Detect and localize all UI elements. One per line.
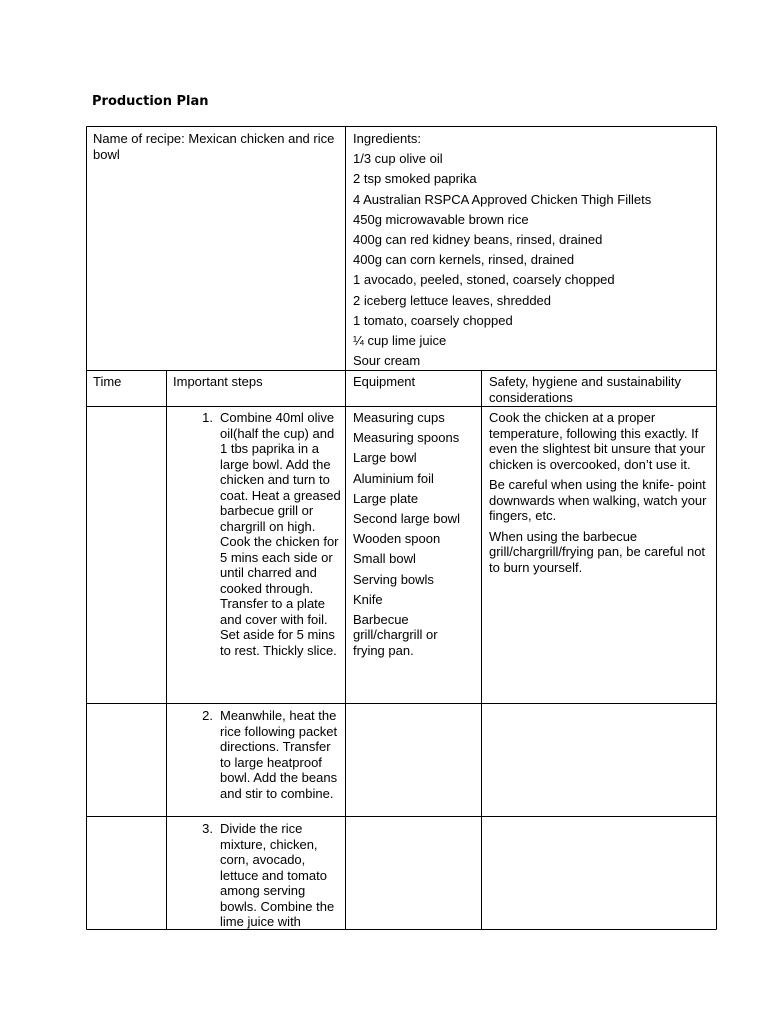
step-number: 1. [202,410,213,425]
equipment-cell [353,410,478,663]
header-safety: Safety, hygiene and sustainability considerations [489,374,681,405]
ingredients-cell [353,131,713,373]
ingredient-item: 2 tsp smoked paprika [353,171,477,187]
safety-note: Cook the chicken at a proper temperature, following this exactly. If even the slightest bit unsure that your chicken is overcooked, don’t use it. [489,410,706,472]
safety-note: Be careful when using the knife- point downwards when walking, watch your fingers, etc. [489,477,707,523]
recipe-name: Name of recipe: Mexican chicken and rice bowl [93,131,335,162]
step-number: 3. [202,821,213,836]
equipment-item: Aluminium foil [353,470,434,486]
safety-note: When using the barbecue grill/chargrill/frying pan, be careful not to burn yourself. [489,528,706,575]
header-time: Time [93,374,122,389]
equipment-item: Second large bowl [353,510,460,526]
step-number: 2. [202,708,213,723]
equipment-item: Large bowl [353,450,417,466]
step-text: Combine 40ml olive oil(half the cup) and 1 tbs paprika in a large bowl. Add the chicken and turn to coat. Heat a greased barbecue grill or chargrill on high. Cook the chicken for 5 mins each side or until charred and cooked through. Transfer to a plate and cover with foil. Set aside for 5 mins to rest. Thickly slice. [220,410,341,658]
ingredient-item: 400g can corn kernels, rinsed, drained [353,252,575,268]
ingredient-item: 2 iceberg lettuce leaves, shredded [353,292,552,308]
equipment-item: Measuring cups [353,410,445,425]
ingredient-item: 450g microwavable brown rice [353,211,529,227]
ingredient-item: 4 Australian RSPCA Approved Chicken Thigh Fillets [353,191,652,207]
equipment-item: Small bowl [353,551,416,567]
ingredient-item: ¼ cup lime juice [353,332,447,348]
header-equipment: Equipment [353,374,416,389]
step-text: Meanwhile, heat the rice following packet directions. Transfer to large heatproof bowl. Add the beans and stir to combine. [220,708,338,801]
equipment-item: Wooden spoon [353,531,441,547]
ingredient-item: 1 avocado, peeled, stoned, coarsely chopped [353,272,615,288]
equipment-item: Large plate [353,490,419,506]
page-title: Production Plan [92,94,209,109]
ingredients-heading: Ingredients: [353,131,421,146]
equipment-item: Measuring spoons [353,430,460,446]
equipment-item: Serving bowls [353,571,434,587]
ingredient-item: 400g can red kidney beans, rinsed, drained [353,231,603,247]
safety-cell [489,410,711,580]
equipment-item: Barbecue grill/chargrill or frying pan. [353,611,438,658]
header-important-steps: Important steps [173,374,263,389]
ingredient-item: 1/3 cup olive oil [353,151,443,167]
step-text: Divide the rice mixture, chicken, corn, avocado, lettuce and tomato among serving bowls. Combine the lime juice with [220,821,335,929]
equipment-item: Knife [353,591,383,607]
recipe-name-cell [93,131,338,162]
step-3-clip [167,817,345,929]
ingredient-item: Sour cream [353,353,421,369]
ingredient-item: 1 tomato, coarsely chopped [353,312,513,328]
